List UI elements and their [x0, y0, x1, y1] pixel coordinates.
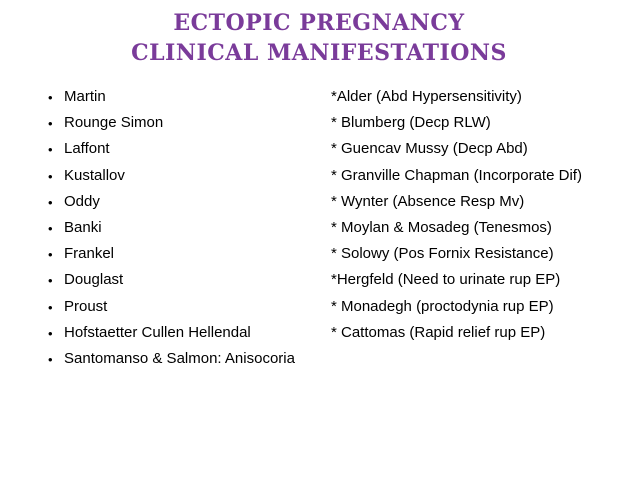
bullet-icon: •	[48, 220, 53, 236]
list-item-left: Laffont	[64, 140, 110, 158]
list-item-right: * Monadegh (proctodynia rup EP)	[331, 297, 554, 315]
slide-title	[0, 8, 638, 68]
bullet-icon: •	[48, 351, 53, 367]
list-item-right: * Granville Chapman (Incorporate Dif)	[331, 166, 582, 184]
list-item	[0, 219, 638, 245]
list-item	[0, 88, 638, 114]
list-item-left: Banki	[64, 218, 102, 236]
list-item-left: Frankel	[64, 245, 115, 263]
list-item-left: Kustallov	[64, 166, 125, 184]
list-item-right: *Alder (Abd Hypersensitivity)	[331, 88, 522, 105]
list-item-right: * Solowy (Pos Fornix Resistance)	[331, 245, 554, 263]
bullet-icon: •	[48, 247, 53, 263]
list-item	[0, 271, 638, 297]
bullet-icon: •	[48, 299, 53, 315]
bullet-icon: •	[48, 168, 53, 184]
bullet-icon: •	[48, 116, 53, 132]
list-item	[0, 350, 638, 376]
list-item-right: *Hergfeld (Need to urinate rup EP)	[331, 271, 561, 289]
title-line-1: ECTOPIC PREGNANCY	[173, 10, 465, 36]
list-item-left: Santomanso & Salmon: Anisocoria	[64, 349, 295, 367]
list-item-left: Rounge Simon	[64, 114, 164, 132]
list-item	[0, 114, 638, 140]
list-item	[0, 140, 638, 166]
list-item	[0, 298, 638, 324]
list-item-right: * Wynter (Absence Resp Mv)	[331, 192, 525, 210]
bullet-icon: •	[48, 142, 53, 158]
list-item-right: * Cattomas (Rapid relief rup EP)	[331, 323, 546, 341]
title-line-2: CLINICAL MANIFESTATIONS	[131, 40, 507, 66]
list-item-right: * Moylan & Mosadeg (Tenesmos)	[331, 218, 552, 236]
list-item-left: Douglast	[64, 271, 124, 289]
list-item-right: * Guencav Mussy (Decp Abd)	[331, 140, 528, 158]
bullet-icon: •	[48, 194, 53, 210]
list-item	[0, 324, 638, 350]
list-item-left: Proust	[64, 297, 108, 315]
list-item-left: Martin	[64, 88, 106, 105]
manifestations-list	[0, 88, 638, 376]
list-item	[0, 193, 638, 219]
list-item	[0, 245, 638, 271]
bullet-icon: •	[48, 325, 53, 341]
list-item-right: * Blumberg (Decp RLW)	[331, 114, 491, 132]
list-item-left: Oddy	[64, 192, 100, 210]
list-item-left: Hofstaetter Cullen Hellendal	[64, 323, 251, 341]
list-item	[0, 167, 638, 193]
bullet-icon: •	[48, 273, 53, 289]
bullet-icon: •	[48, 90, 53, 105]
